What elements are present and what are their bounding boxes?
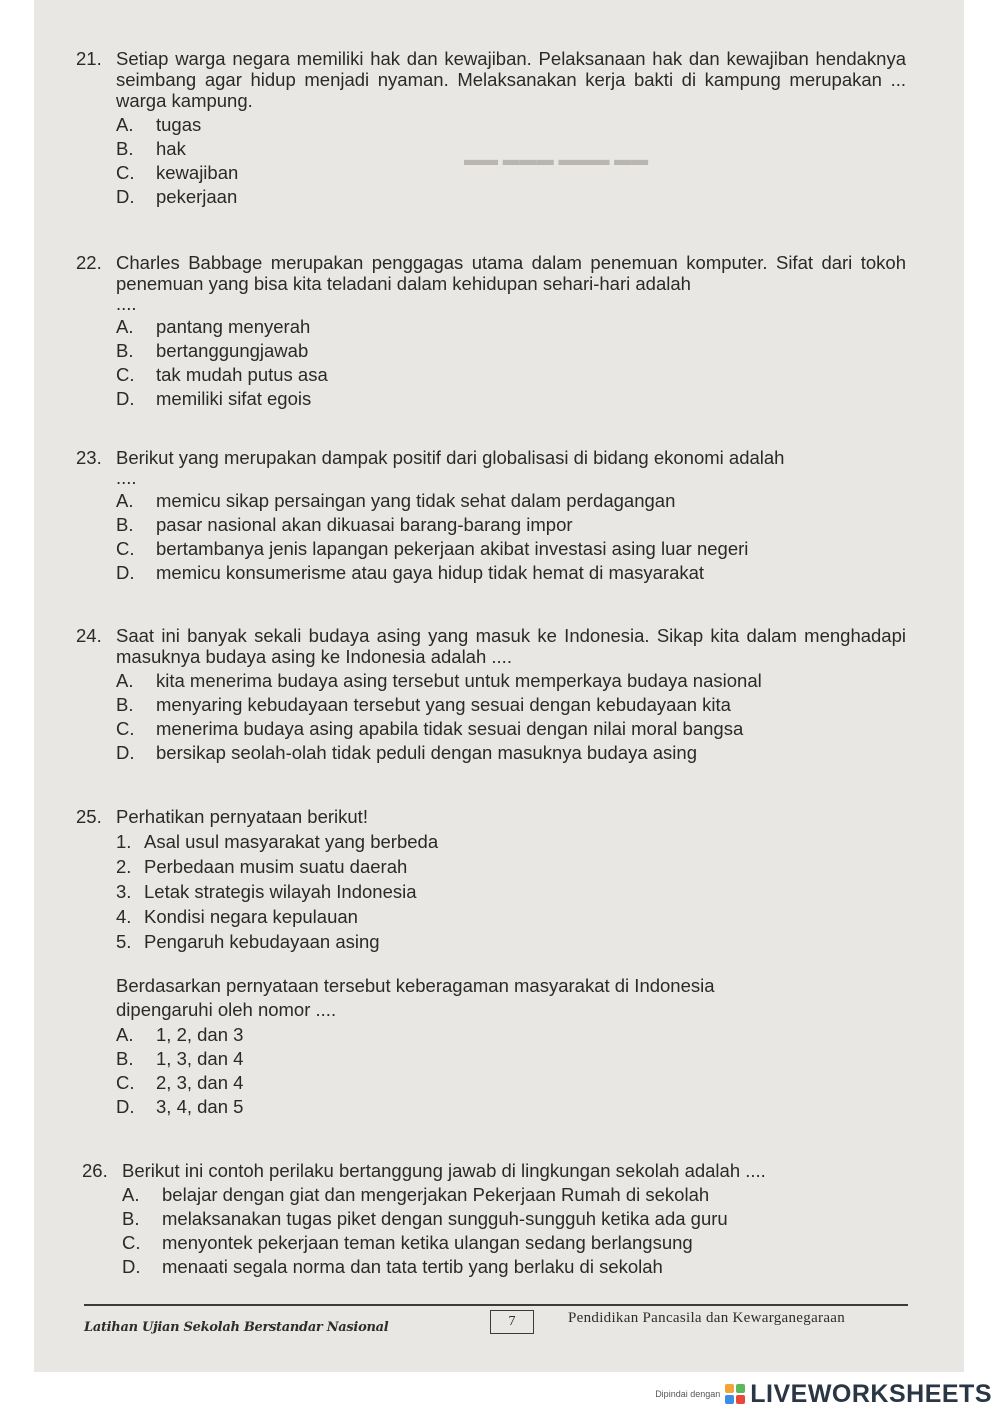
question-22 <box>76 252 906 411</box>
question-number: 23. <box>76 447 102 468</box>
option-d[interactable] <box>76 387 906 411</box>
liveworksheets-logo-icon <box>724 1383 746 1405</box>
option-text: 3, 4, dan 5 <box>156 1096 244 1117</box>
option-c[interactable] <box>76 1071 906 1095</box>
option-c[interactable] <box>76 363 906 387</box>
option-letter: B. <box>116 1048 134 1069</box>
prompt-line-1: Berdasarkan pernyataan tersebut keberagaman masyarakat di Indonesia <box>116 975 715 996</box>
option-c[interactable] <box>76 537 906 561</box>
option-a[interactable] <box>76 489 906 513</box>
statement-text: Kondisi negara kepulauan <box>144 906 358 927</box>
option-letter: D. <box>116 1096 135 1117</box>
option-letter: A. <box>116 490 134 511</box>
statement-number: 5. <box>116 931 132 952</box>
option-letter: B. <box>122 1208 140 1229</box>
statement-list <box>76 829 906 954</box>
option-letter: A. <box>116 114 134 135</box>
option-letter: C. <box>116 538 135 559</box>
statement-item <box>76 904 906 929</box>
option-c[interactable] <box>82 1231 912 1255</box>
option-letter: D. <box>122 1256 141 1277</box>
option-text: menaati segala norma dan tata tertib yang berlaku di sekolah <box>162 1256 663 1277</box>
question-text: Perhatikan pernyataan berikut! <box>116 806 368 827</box>
option-b[interactable] <box>76 1047 906 1071</box>
question-21 <box>76 48 906 209</box>
footer-exam-title: Latihan Ujian Sekolah Berstandar Nasional <box>84 1320 389 1335</box>
question-23 <box>76 447 906 585</box>
option-d[interactable] <box>82 1255 912 1279</box>
option-text: kita menerima budaya asing tersebut untuk memperkaya budaya nasional <box>156 670 762 691</box>
answer-options <box>76 315 906 411</box>
statement-text: Letak strategis wilayah Indonesia <box>144 881 417 902</box>
option-d[interactable] <box>76 561 906 585</box>
option-b[interactable] <box>76 137 906 161</box>
question-26-header <box>82 1160 912 1181</box>
watermark-brand: LIVEWORKSHEETS <box>750 1379 992 1408</box>
option-text: melaksanakan tugas piket dengan sungguh-sungguh ketika ada guru <box>162 1208 728 1229</box>
option-letter: C. <box>116 162 135 183</box>
option-letter: D. <box>116 562 135 583</box>
statement-number: 1. <box>116 831 132 852</box>
option-text: tugas <box>156 114 202 135</box>
option-text: 1, 3, dan 4 <box>156 1048 244 1069</box>
option-b[interactable] <box>82 1207 912 1231</box>
question-number: 24. <box>76 625 102 646</box>
statement-text: Pengaruh kebudayaan asing <box>144 931 380 952</box>
option-letter: A. <box>116 1024 134 1045</box>
option-letter: C. <box>122 1232 141 1253</box>
statement-number: 2. <box>116 856 132 877</box>
option-letter: B. <box>116 138 134 159</box>
question-number: 21. <box>76 48 102 69</box>
question-24-header <box>76 625 906 667</box>
question-dots: .... <box>116 467 137 488</box>
option-letter: A. <box>122 1184 140 1205</box>
option-letter: A. <box>116 670 134 691</box>
answer-options <box>76 113 906 209</box>
option-text: menerima budaya asing apabila tidak sesuai dengan nilai moral bangsa <box>156 718 744 739</box>
answer-options <box>76 1023 906 1119</box>
option-c[interactable] <box>76 161 906 185</box>
question-25-header <box>76 806 906 827</box>
option-a[interactable] <box>76 113 906 137</box>
option-text: tak mudah putus asa <box>156 364 328 385</box>
question-text: Setiap warga negara memiliki hak dan kewajiban. Pelaksanaan hak dan kewajiban hendaknya seimbang agar hidup menjadi nyaman. Melaksanakan kerja bakti di kampung merupakan ... warga kampung. <box>116 48 906 111</box>
option-c[interactable] <box>76 717 906 741</box>
question-23-header <box>76 447 906 487</box>
option-a[interactable] <box>76 669 906 693</box>
option-text: bertanggungjawab <box>156 340 309 361</box>
option-text: menyaring kebudayaan tersebut yang sesuai dengan kebudayaan kita <box>156 694 731 715</box>
question-number: 22. <box>76 252 102 273</box>
footer-divider <box>84 1304 908 1306</box>
question-text: Saat ini banyak sekali budaya asing yang masuk ke Indonesia. Sikap kita dalam menghadapi masuknya budaya asing ke Indonesia adalah .... <box>116 625 906 667</box>
option-letter: B. <box>116 694 134 715</box>
option-d[interactable] <box>76 185 906 209</box>
option-b[interactable] <box>76 693 906 717</box>
question-dots: .... <box>116 293 137 314</box>
option-text: pekerjaan <box>156 186 238 207</box>
answer-options <box>82 1183 912 1279</box>
option-letter: C. <box>116 1072 135 1093</box>
scanned-page <box>34 0 964 1372</box>
option-text: memicu sikap persaingan yang tidak sehat dalam perdagangan <box>156 490 676 511</box>
option-a[interactable] <box>76 315 906 339</box>
statement-text: Perbedaan musim suatu daerah <box>144 856 408 877</box>
option-d[interactable] <box>76 1095 906 1119</box>
option-letter: C. <box>116 718 135 739</box>
statement-number: 4. <box>116 906 132 927</box>
statement-text: Asal usul masyarakat yang berbeda <box>144 831 439 852</box>
option-text: bertambanya jenis lapangan pekerjaan akibat investasi asing luar negeri <box>156 538 749 559</box>
question-21-header <box>76 48 906 111</box>
option-text: kewajiban <box>156 162 239 183</box>
liveworksheets-watermark[interactable] <box>655 1379 992 1409</box>
option-letter: D. <box>116 388 135 409</box>
bleed-through-text: ▬▬ ▬▬▬ ▬▬▬ ▬▬ <box>464 150 649 169</box>
question-text: Berikut ini contoh perilaku bertanggung jawab di lingkungan sekolah adalah .... <box>122 1160 766 1181</box>
statement-item <box>76 829 906 854</box>
statement-item <box>76 854 906 879</box>
option-text: 1, 2, dan 3 <box>156 1024 244 1045</box>
option-a[interactable] <box>76 1023 906 1047</box>
watermark-caption: Dipindai dengan <box>655 1389 721 1399</box>
option-letter: B. <box>116 340 134 361</box>
prompt-line-2: dipengaruhi oleh nomor .... <box>116 999 337 1020</box>
question-number: 25. <box>76 806 102 827</box>
answer-options <box>76 669 906 765</box>
footer-subject: Pendidikan Pancasila dan Kewarganegaraan <box>568 1310 846 1326</box>
question-24 <box>76 625 906 765</box>
statement-item <box>76 879 906 904</box>
option-text: bersikap seolah-olah tidak peduli dengan masuknya budaya asing <box>156 742 697 763</box>
option-d[interactable] <box>76 741 906 765</box>
question-text: Charles Babbage merupakan penggagas utama dalam penemuan komputer. Sifat dari tokoh penemuan yang bisa kita teladani dalam kehidupan sehari-hari adalah <box>116 252 906 294</box>
question-26 <box>82 1160 912 1279</box>
option-text: memiliki sifat egois <box>156 388 312 409</box>
option-letter: A. <box>116 316 134 337</box>
option-letter: D. <box>116 742 135 763</box>
option-a[interactable] <box>82 1183 912 1207</box>
question-text: Berikut yang merupakan dampak positif dari globalisasi di bidang ekonomi adalah <box>116 447 785 468</box>
option-text: hak <box>156 138 186 159</box>
option-text: menyontek pekerjaan teman ketika ulangan sedang berlangsung <box>162 1232 693 1253</box>
statement-number: 3. <box>116 881 132 902</box>
question-number: 26. <box>82 1160 108 1181</box>
option-text: belajar dengan giat dan mengerjakan Pekerjaan Rumah di sekolah <box>162 1184 710 1205</box>
question-prompt <box>76 974 906 1022</box>
option-b[interactable] <box>76 513 906 537</box>
option-text: pasar nasional akan dikuasai barang-barang impor <box>156 514 573 535</box>
answer-options <box>76 489 906 585</box>
option-text: 2, 3, dan 4 <box>156 1072 244 1093</box>
option-letter: D. <box>116 186 135 207</box>
option-b[interactable] <box>76 339 906 363</box>
question-25 <box>76 806 906 1119</box>
option-letter: B. <box>116 514 134 535</box>
option-text: pantang menyerah <box>156 316 311 337</box>
question-22-header <box>76 252 906 313</box>
page-number: 7 <box>490 1310 534 1334</box>
option-text: memicu konsumerisme atau gaya hidup tidak hemat di masyarakat <box>156 562 705 583</box>
statement-item <box>76 929 906 954</box>
option-letter: C. <box>116 364 135 385</box>
